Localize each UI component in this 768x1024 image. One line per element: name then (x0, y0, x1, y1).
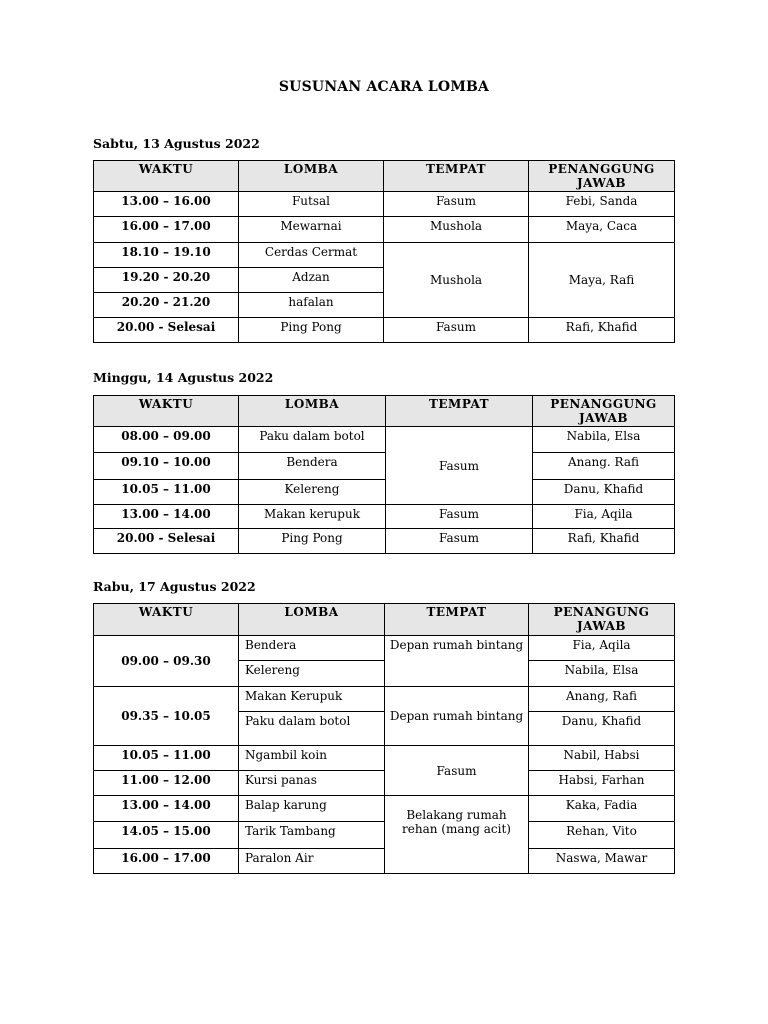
pj-cell: Rehan, Vito (529, 822, 675, 849)
header-penanggung-jawab: PENANGUNG JAWAB (529, 604, 675, 636)
pj-cell: Anang, Rafi (529, 687, 675, 712)
table-row (94, 822, 675, 849)
waktu-cell: 13.00 – 14.00 (94, 796, 239, 822)
header-tempat: TEMPAT (385, 604, 529, 636)
lomba-cell: Cerdas Cermat (239, 243, 384, 268)
lomba-cell: Kelereng (239, 661, 385, 687)
waktu-cell: 09.10 – 10.00 (94, 453, 239, 480)
header-penanggung-jawab: PENANGGUNG JAWAB (529, 161, 675, 192)
tempat-cell: Belakang rumah rehan (mang acit) (385, 796, 529, 874)
header-waktu: WAKTU (94, 604, 239, 636)
lomba-cell: Bendera (239, 453, 386, 480)
tempat-cell: Fasum (385, 746, 529, 796)
table-row (94, 796, 675, 822)
lomba-cell: Balap karung (239, 796, 385, 822)
lomba-cell: hafalan (239, 293, 384, 318)
day-label-minggu: Minggu, 14 Agustus 2022 (93, 370, 274, 385)
lomba-cell: Kursi panas (239, 771, 385, 796)
lomba-cell: Makan Kerupuk (239, 687, 385, 712)
table-row (94, 849, 675, 874)
waktu-cell: 09.35 – 10.05 (94, 687, 239, 746)
table-header-row (94, 604, 675, 636)
tempat-cell: Depan rumah bintang (385, 687, 529, 746)
header-waktu: WAKTU (94, 396, 239, 427)
header-penanggung-jawab: PENANGGUNG JAWAB (533, 396, 675, 427)
waktu-cell: 10.05 – 11.00 (94, 480, 239, 505)
waktu-cell: 13.00 – 16.00 (94, 192, 239, 217)
waktu-cell: 16.00 – 17.00 (94, 849, 239, 874)
header-lomba: LOMBA (239, 604, 385, 636)
schedule-table-sabtu (93, 160, 675, 343)
pj-cell: Nabila, Elsa (529, 661, 675, 687)
table-row (94, 687, 675, 712)
tempat-cell: Fasum (386, 427, 533, 505)
pj-cell: Rafi, Khafid (529, 318, 675, 343)
schedule-table-minggu (93, 395, 675, 554)
pj-cell: Kaka, Fadia (529, 796, 675, 822)
lomba-cell: Futsal (239, 192, 384, 217)
waktu-cell: 20.00 - Selesai (94, 318, 239, 343)
header-lomba: LOMBA (239, 161, 384, 192)
table-row (94, 771, 675, 796)
lomba-cell: Mewarnai (239, 217, 384, 243)
schedule-table-rabu (93, 603, 675, 874)
tempat-cell: Fasum (384, 318, 529, 343)
table-row (94, 217, 675, 243)
header-waktu: WAKTU (94, 161, 239, 192)
waktu-cell: 20.20 - 21.20 (94, 293, 239, 318)
table-header-row (94, 396, 675, 427)
tempat-cell: Depan rumah bintang (385, 636, 529, 687)
table-header-row (94, 161, 675, 192)
table-row (94, 318, 675, 343)
lomba-cell: Paralon Air (239, 849, 385, 874)
header-tempat: TEMPAT (386, 396, 533, 427)
waktu-cell: 08.00 – 09.00 (94, 427, 239, 453)
table-row (94, 453, 675, 480)
lomba-cell: Adzan (239, 268, 384, 293)
table-row (94, 427, 675, 453)
lomba-cell: Ngambil koin (239, 746, 385, 771)
tempat-cell: Mushola (384, 243, 529, 318)
table-row (94, 529, 675, 554)
waktu-cell: 20.00 - Selesai (94, 529, 239, 554)
waktu-cell: 19.20 - 20.20 (94, 268, 239, 293)
lomba-cell: Paku dalam botol (239, 712, 385, 746)
pj-cell: Fia, Aqila (529, 636, 675, 661)
pj-cell: Danu, Khafid (529, 712, 675, 746)
table-row (94, 636, 675, 661)
pj-cell: Fia, Aqila (533, 505, 675, 529)
pj-cell: Maya, Caca (529, 217, 675, 243)
lomba-cell: Bendera (239, 636, 385, 661)
lomba-cell: Ping Pong (239, 318, 384, 343)
table-row (94, 243, 675, 268)
waktu-cell: 11.00 – 12.00 (94, 771, 239, 796)
day-label-rabu: Rabu, 17 Agustus 2022 (93, 579, 256, 594)
waktu-cell: 09.00 – 09.30 (94, 636, 239, 687)
header-lomba: LOMBA (239, 396, 386, 427)
waktu-cell: 18.10 – 19.10 (94, 243, 239, 268)
waktu-cell: 10.05 – 11.00 (94, 746, 239, 771)
pj-cell: Febi, Sanda (529, 192, 675, 217)
lomba-cell: Ping Pong (239, 529, 386, 554)
pj-cell: Anang. Rafi (533, 453, 675, 480)
table-row (94, 480, 675, 505)
lomba-cell: Kelereng (239, 480, 386, 505)
pj-cell: Naswa, Mawar (529, 849, 675, 874)
pj-cell: Nabila, Elsa (533, 427, 675, 453)
waktu-cell: 16.00 – 17.00 (94, 217, 239, 243)
day-label-sabtu: Sabtu, 13 Agustus 2022 (93, 136, 260, 151)
waktu-cell: 13.00 – 14.00 (94, 505, 239, 529)
lomba-cell: Paku dalam botol (239, 427, 386, 453)
pj-cell: Nabil, Habsi (529, 746, 675, 771)
pj-cell: Maya, Rafi (529, 243, 675, 318)
tempat-cell: Fasum (384, 192, 529, 217)
tempat-cell: Fasum (386, 529, 533, 554)
table-row (94, 192, 675, 217)
pj-cell: Danu, Khafid (533, 480, 675, 505)
pj-cell: Rafi, Khafid (533, 529, 675, 554)
pj-cell: Habsi, Farhan (529, 771, 675, 796)
document-title: SUSUNAN ACARA LOMBA (278, 79, 490, 95)
tempat-cell: Mushola (384, 217, 529, 243)
header-tempat: TEMPAT (384, 161, 529, 192)
lomba-cell: Makan kerupuk (239, 505, 386, 529)
table-row (94, 746, 675, 771)
waktu-cell: 14.05 – 15.00 (94, 822, 239, 849)
table-row (94, 505, 675, 529)
lomba-cell: Tarik Tambang (239, 822, 385, 849)
tempat-cell: Fasum (386, 505, 533, 529)
